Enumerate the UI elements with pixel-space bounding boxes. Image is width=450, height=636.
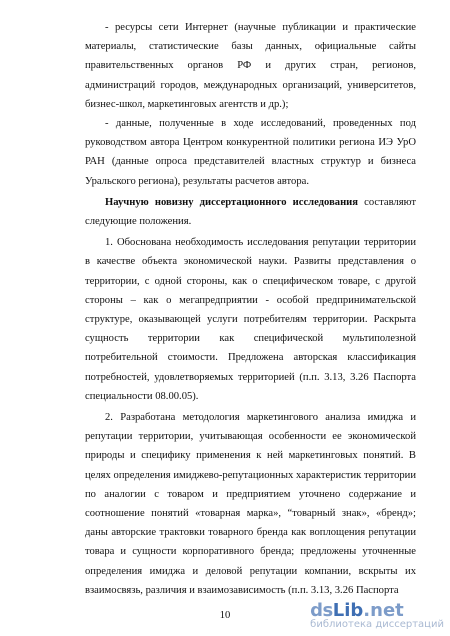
novelty-rest: составляют следующие положения. (85, 196, 416, 228)
body-text (85, 18, 416, 600)
paragraph-internet-resources: - ресурсы сети Интернет (научные публикации и практические материалы, статистические базы данных, официальные сайты правительственных органов РФ и других стран, регионов, администраций городов, международных организаций, университетов, бизнес-школ, маркетинговых агентств и др.); (85, 22, 416, 110)
watermark-net: .net (363, 600, 404, 621)
page-number: 10 (219, 610, 231, 621)
paragraph-novelty-intro (85, 193, 416, 231)
watermark-logo (310, 600, 444, 621)
paragraph-research-data: - данные, полученные в ходе исследований, проведенных под руководством автора Центром конкурентной политики региона ИЭ УрО РАН (данные опроса представителей властных структур и бизнеса Уральского региона), результаты расчетов автора. (85, 118, 416, 187)
paragraph-point-1: 1. Обоснована необходимость исследования репутации территории в качестве объекта экономической науки. Развиты представления о территории, с одной стороны, как о специфическом товаре, с другой стороны – как о мегапредприятии - особой предпринимательской структуре, оказывающей услуги потребителям территории. Раскрыта сущность территории как специфической мультиполезной потребительной стоимости. Предложена авторская классификация потребностей, удовлетворяемых территорией (п.п. 3.13, 3.26 Паспорта специальности 08.00.05). (85, 237, 416, 402)
paragraph-point-2: 2. Разработана методология маркетингового анализа имиджа и репутации территории, учитывающая особенности ее экономической природы и специфику применения к ней маркетинговых понятий. В целях определения имиджево-репутационных характеристик территории по аналогии с товаром и предприятием уточнено содержание и соотношение понятий «товарная марка», “товарный знак», «бренд»; даны авторские трактовки товарного бренда как воплощения репутации товара и сущности корпоративного бренда; предложены уточненные определения имиджа и деловой репутации компании, вскрыты их взаимосвязь, различия и взаимозависимость (п.п. 3.13, 3.26 Паспорта (85, 412, 416, 596)
watermark-subtitle: библиотека диссертаций (310, 619, 444, 630)
watermark-lib: Lib (332, 600, 364, 621)
novelty-bold-lead: Научную новизну диссертационного исследования (105, 196, 359, 208)
watermark-ds: ds (310, 600, 333, 621)
dslib-watermark (310, 600, 444, 630)
